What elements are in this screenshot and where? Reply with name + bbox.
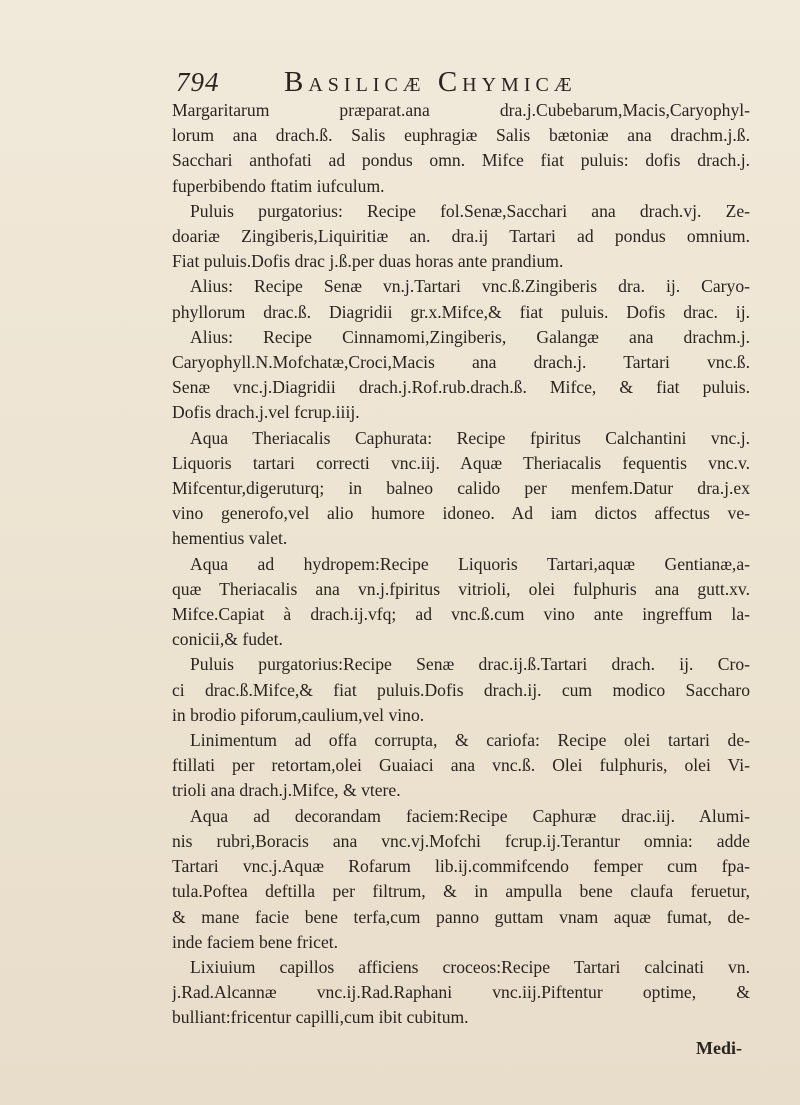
text-line: ci drac.ß.Mifce,& fiat puluis.Dofis drach.ij. cum modico Saccharo xyxy=(172,679,750,700)
text-line: quæ Theriacalis ana vn.j.fpiritus vitrioli, olei fulphuris ana gutt.xv. xyxy=(172,578,750,599)
text-body xyxy=(172,98,750,1031)
text-line: fuperbibendo ftatim iufculum. xyxy=(172,175,385,196)
text-line: Aqua Theriacalis Caphurata: Recipe fpiritus Calchantini vnc.j. xyxy=(190,427,750,448)
text-line: trioli ana drach.j.Mifce, & vtere. xyxy=(172,780,401,801)
text-line: Tartari vnc.j.Aquæ Rofarum lib.ij.commifcendo femper cum fpa- xyxy=(172,856,750,877)
running-title: Basilicæ Chymicæ xyxy=(284,66,577,98)
text-line: hementius valet. xyxy=(172,528,288,549)
text-line: Fiat puluis.Dofis drac j.ß.per duas horas ante prandium. xyxy=(172,251,564,272)
text-line: bulliant:fricentur capilli,cum ibit cubitum. xyxy=(172,1007,469,1028)
text-line: lorum ana drach.ß. Salis euphragiæ Salis bætoniæ ana drachm.j.ß. xyxy=(172,125,750,146)
text-line: Puluis purgatorius: Recipe fol.Senæ,Sacchari ana drach.vj. Ze- xyxy=(190,200,750,221)
text-line: Aqua ad decorandam faciem:Recipe Caphuræ drac.iij. Alumi- xyxy=(190,805,750,826)
text-line: inde faciem bene fricet. xyxy=(172,931,339,952)
catchword: Medi- xyxy=(696,1038,742,1058)
text-line: doariæ Zingiberis,Liquiritiæ an. dra.ij Tartari ad pondus omnium. xyxy=(172,226,750,247)
text-line: Alius: Recipe Cinnamomi,Zingiberis, Galangæ ana drachm.j. xyxy=(190,326,750,347)
page-number: 794 xyxy=(176,67,220,97)
text-line: in brodio piforum,caulium,vel vino. xyxy=(172,704,425,725)
page-header xyxy=(176,66,740,102)
text-line: j.Rad.Alcannæ vnc.ij.Rad.Raphani vnc.iij.Piftentur optime, & xyxy=(172,982,750,1003)
text-line: ftillati per retortam,olei Guaiaci ana vnc.ß. Olei fulphuris, olei Vi- xyxy=(172,755,750,776)
text-line: Dofis drach.j.vel fcrup.iiij. xyxy=(172,402,360,423)
text-line: Mifce.Capiat à drach.ij.vfq; ad vnc.ß.cum vino ante ingreffum la- xyxy=(172,604,750,625)
text-line: nis rubri,Boracis ana vnc.vj.Mofchi fcrup.ij.Terantur omnia: adde xyxy=(172,830,750,851)
text-line: Aqua ad hydropem:Recipe Liquoris Tartari,aquæ Gentianæ,a- xyxy=(190,553,750,574)
text-line: Margaritarum præparat.ana dra.j.Cubebarum,Macis,Caryophyl- xyxy=(172,100,750,120)
text-line: Mifcentur,digeruturq; in balneo calido per menfem.Datur dra.j.ex xyxy=(172,478,750,499)
text-line: Sacchari anthofati ad pondus omn. Mifce fiat puluis: dofis drach.j. xyxy=(172,150,750,171)
text-line: Alius: Recipe Senæ vn.j.Tartari vnc.ß.Zingiberis dra. ij. Caryo- xyxy=(190,276,750,297)
text-line: Liquoris tartari correcti vnc.iij. Aquæ Theriacalis fequentis vnc.v. xyxy=(172,452,750,473)
text-line: & mane facie bene terfa,cum panno guttam vnam aquæ fumat, de- xyxy=(172,906,750,927)
text-line: phyllorum drac.ß. Diagridii gr.x.Mifce,& fiat puluis. Dofis drac. ij. xyxy=(172,301,750,322)
text-line: vino generofo,vel alio humore idoneo. Ad iam dictos affectus ve- xyxy=(172,503,750,524)
text-line: Puluis purgatorius:Recipe Senæ drac.ij.ß.Tartari drach. ij. Cro- xyxy=(190,654,750,675)
text-line: Lixiuium capillos afficiens croceos:Recipe Tartari calcinati vn. xyxy=(190,956,750,977)
text-line: conicii,& fudet. xyxy=(172,629,283,650)
text-line: Linimentum ad offa corrupta, & cariofa: Recipe olei tartari de- xyxy=(190,730,750,751)
text-line: Caryophyll.N.Mofchatæ,Croci,Macis ana drach.j. Tartari vnc.ß. xyxy=(172,352,750,373)
text-line: tula.Poftea deftilla per filtrum, & in ampulla bene claufa feruetur, xyxy=(172,881,750,902)
text-line: Senæ vnc.j.Diagridii drach.j.Rof.rub.drach.ß. Mifce, & fiat puluis. xyxy=(172,377,750,398)
